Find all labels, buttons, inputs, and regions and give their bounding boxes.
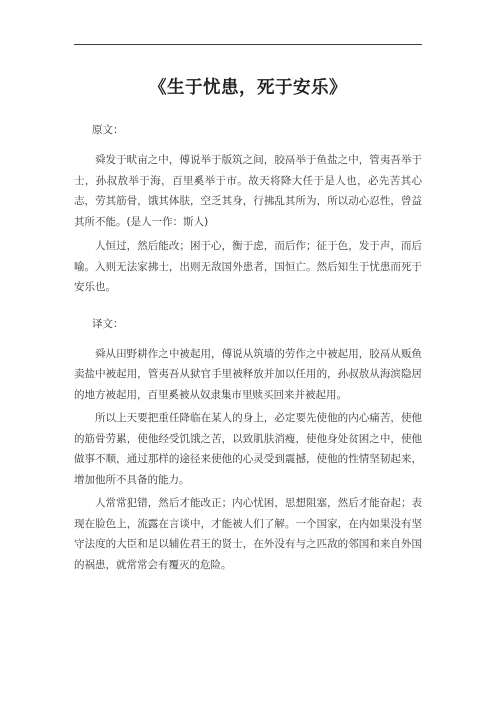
- document-body: [74, 124, 422, 578]
- header-rule: [74, 44, 422, 45]
- translation-paragraph: 所以上天要把重任降临在某人的身上，必定要先使他的内心痛苦，使他的筋骨劳累，使他经受饥饿之苦，以致肌肤消瘦，使他身处贫困之中，使他做事不顺，通过那样的途径来使他的心灵受到震撼，使他的性情坚韧起来，增加他所不具备的能力。: [74, 412, 422, 486]
- original-paragraph: 舜发于畎亩之中，傅说举于版筑之间，胶鬲举于鱼盐之中，管夷吾举于士，孙叔敖举于海，百里奚举于市。故天将降大任于是人也，必先苦其心志，劳其筋骨，饿其体肤，空乏其身，行拂乱其所为，所以动心忍性，曾益其所不能。(是人一作：斯人): [74, 154, 422, 228]
- document-title: 《生于忧患，死于安乐》: [149, 78, 347, 98]
- original-text-label: 原文：: [92, 124, 124, 136]
- translation-paragraph: 舜从田野耕作之中被起用，傅说从筑墙的劳作之中被起用，胶鬲从贩鱼卖盐中被起用，管夷吾从狱官手里被释放并加以任用的，孙叔敖从海滨隐居的地方被起用，百里奚被从奴隶集市里赎买回来并被起用。: [74, 347, 422, 401]
- original-paragraph: 人恒过，然后能改；困于心，衡于虑，而后作；征于色，发于声，而后喻。入则无法家拂士，出则无敌国外患者，国恒亡。然后知生于忧患而死于安乐也。: [74, 240, 422, 293]
- translation-paragraph: 人常常犯错，然后才能改正；内心忧困，思想阻塞，然后才能奋起；表现在脸色上，流露在言谈中，才能被人们了解。一个国家，在内如果没有坚守法度的大臣和足以辅佐君王的贤士，在外没有与之匹敌的邻国和来自外国的祸患，就常常会有覆灭的危险。: [74, 497, 422, 571]
- translation-label: 译文：: [92, 317, 124, 330]
- section-spacer: [74, 298, 422, 318]
